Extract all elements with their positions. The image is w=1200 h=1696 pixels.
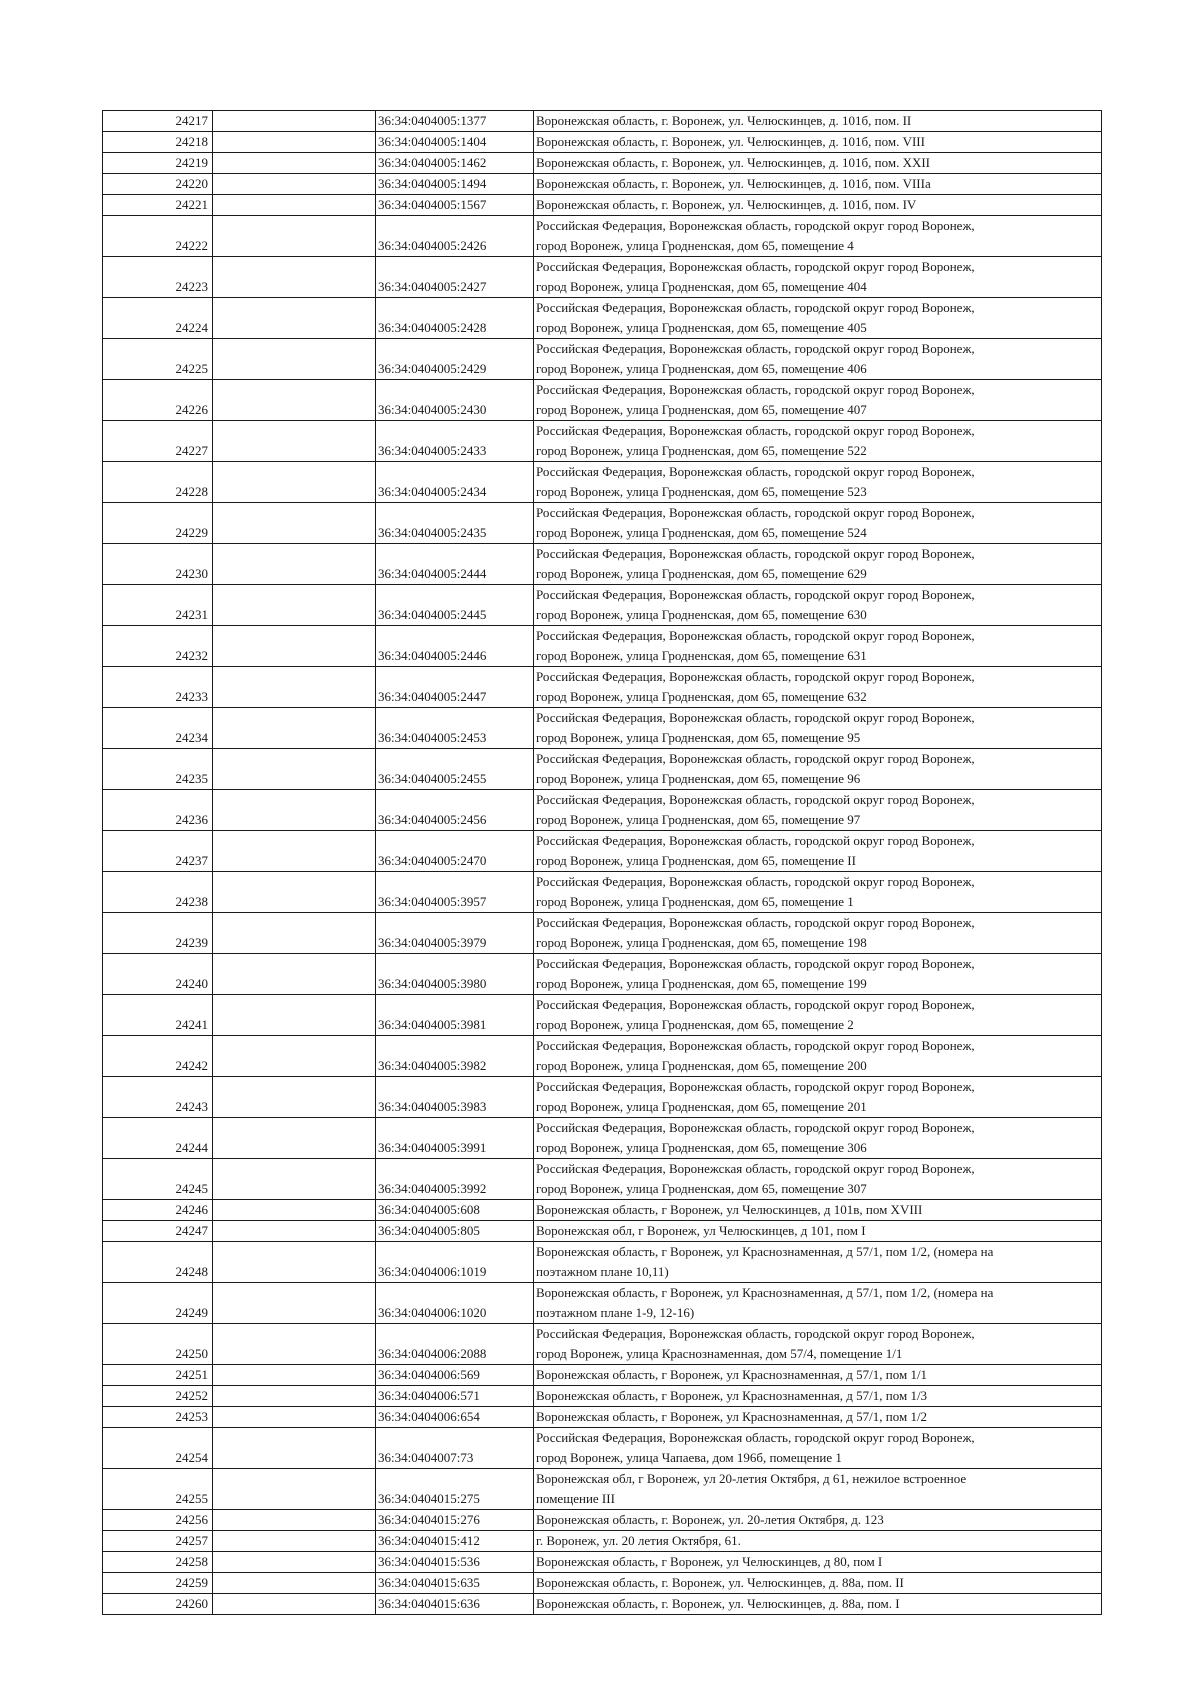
- empty-cell: [213, 667, 376, 708]
- address: Российская Федерация, Воронежская область, городской округ город Воронеж, город Воронеж, улица Гродненская, дом 65, помещение 629: [534, 544, 1102, 585]
- empty-cell: [213, 913, 376, 954]
- address: Воронежская область, г Воронеж, ул Краснознаменная, д 57/1, пом 1/3: [534, 1386, 1102, 1407]
- table-row: [103, 995, 1102, 1036]
- row-number: 24246: [103, 1200, 213, 1221]
- address: Российская Федерация, Воронежская область, городской округ город Воронеж, город Воронеж, улица Гродненская, дом 65, помещение 2: [534, 995, 1102, 1036]
- row-number: 24234: [103, 708, 213, 749]
- empty-cell: [213, 585, 376, 626]
- row-number: 24236: [103, 790, 213, 831]
- address: Российская Федерация, Воронежская область, городской округ город Воронеж, город Воронеж, улица Гродненская, дом 65, помещение 198: [534, 913, 1102, 954]
- empty-cell: [213, 1036, 376, 1077]
- row-number: 24221: [103, 195, 213, 216]
- row-number: 24219: [103, 153, 213, 174]
- empty-cell: [213, 1118, 376, 1159]
- cadastral-number: 36:34:0404005:2435: [376, 503, 534, 544]
- table-row: [103, 339, 1102, 380]
- row-number: 24250: [103, 1324, 213, 1365]
- address: Российская Федерация, Воронежская область, городской округ город Воронеж, город Воронеж, улица Краснознаменная, дом 57/4, помещение 1/1: [534, 1324, 1102, 1365]
- empty-cell: [213, 1573, 376, 1594]
- row-number: 24218: [103, 132, 213, 153]
- address: Воронежская область, г. Воронеж, ул. Челюскинцев, д. 88а, пом. I: [534, 1594, 1102, 1615]
- row-number: 24232: [103, 626, 213, 667]
- cadastral-number: 36:34:0404005:2434: [376, 462, 534, 503]
- table-row: [103, 1552, 1102, 1573]
- cadastral-number: 36:34:0404005:1462: [376, 153, 534, 174]
- row-number: 24251: [103, 1365, 213, 1386]
- cadastral-number: 36:34:0404015:636: [376, 1594, 534, 1615]
- address: Российская Федерация, Воронежская область, городской округ город Воронеж, город Воронеж, улица Гродненская, дом 65, помещение 631: [534, 626, 1102, 667]
- row-number: 24217: [103, 111, 213, 132]
- cadastral-number: 36:34:0404007:73: [376, 1428, 534, 1469]
- cadastral-number: 36:34:0404015:276: [376, 1510, 534, 1531]
- address: Российская Федерация, Воронежская область, городской округ город Воронеж, город Воронеж, улица Гродненская, дом 65, помещение 96: [534, 749, 1102, 790]
- table-row: [103, 1469, 1102, 1510]
- empty-cell: [213, 1594, 376, 1615]
- table-row: [103, 1531, 1102, 1552]
- empty-cell: [213, 195, 376, 216]
- cadastral-number: 36:34:0404005:805: [376, 1221, 534, 1242]
- address: Российская Федерация, Воронежская область, городской округ город Воронеж, город Воронеж, улица Гродненская, дом 65, помещение 405: [534, 298, 1102, 339]
- empty-cell: [213, 954, 376, 995]
- cadastral-number: 36:34:0404005:2426: [376, 216, 534, 257]
- table-row: [103, 1407, 1102, 1428]
- address: Воронежская область, г Воронеж, ул Челюскинцев, д 80, пом I: [534, 1552, 1102, 1573]
- row-number: 24223: [103, 257, 213, 298]
- empty-cell: [213, 708, 376, 749]
- row-number: 24256: [103, 1510, 213, 1531]
- address: Российская Федерация, Воронежская область, городской округ город Воронеж, город Воронеж, улица Гродненская, дом 65, помещение 632: [534, 667, 1102, 708]
- empty-cell: [213, 174, 376, 195]
- table-row: [103, 913, 1102, 954]
- table-row: [103, 585, 1102, 626]
- table-row: [103, 1510, 1102, 1531]
- row-number: 24249: [103, 1283, 213, 1324]
- row-number: 24228: [103, 462, 213, 503]
- row-number: 24242: [103, 1036, 213, 1077]
- empty-cell: [213, 1159, 376, 1200]
- table-row: [103, 1118, 1102, 1159]
- empty-cell: [213, 1428, 376, 1469]
- cadastral-number: 36:34:0404005:3982: [376, 1036, 534, 1077]
- cadastral-number: 36:34:0404005:1567: [376, 195, 534, 216]
- cadastral-number: 36:34:0404005:2445: [376, 585, 534, 626]
- cadastral-number: 36:34:0404005:2446: [376, 626, 534, 667]
- table-row: [103, 111, 1102, 132]
- empty-cell: [213, 1242, 376, 1283]
- empty-cell: [213, 111, 376, 132]
- cadastral-number: 36:34:0404005:2447: [376, 667, 534, 708]
- row-number: 24224: [103, 298, 213, 339]
- cadastral-number: 36:34:0404015:536: [376, 1552, 534, 1573]
- row-number: 24235: [103, 749, 213, 790]
- cadastral-number: 36:34:0404006:1020: [376, 1283, 534, 1324]
- address: Воронежская область, г. Воронеж, ул. Челюскинцев, д. 101б, пом. VIII: [534, 132, 1102, 153]
- empty-cell: [213, 257, 376, 298]
- empty-cell: [213, 1407, 376, 1428]
- empty-cell: [213, 421, 376, 462]
- address: Российская Федерация, Воронежская область, городской округ город Воронеж, город Воронеж, улица Гродненская, дом 65, помещение 306: [534, 1118, 1102, 1159]
- registry-table: [102, 110, 1102, 1615]
- address: Российская Федерация, Воронежская область, городской округ город Воронеж, город Воронеж, улица Гродненская, дом 65, помещение 630: [534, 585, 1102, 626]
- cadastral-number: 36:34:0404005:1404: [376, 132, 534, 153]
- empty-cell: [213, 1283, 376, 1324]
- cadastral-number: 36:34:0404006:2088: [376, 1324, 534, 1365]
- row-number: 24231: [103, 585, 213, 626]
- address: Воронежская область, г Воронеж, ул Челюскинцев, д 101в, пом XVIII: [534, 1200, 1102, 1221]
- cadastral-number: 36:34:0404005:3980: [376, 954, 534, 995]
- table-row: [103, 380, 1102, 421]
- address: Российская Федерация, Воронежская область, городской округ город Воронеж, город Воронеж, улица Гродненская, дом 65, помещение 406: [534, 339, 1102, 380]
- table-row: [103, 1386, 1102, 1407]
- cadastral-number: 36:34:0404005:608: [376, 1200, 534, 1221]
- empty-cell: [213, 995, 376, 1036]
- address: Российская Федерация, Воронежская область, городской округ город Воронеж, город Воронеж, улица Гродненская, дом 65, помещение 524: [534, 503, 1102, 544]
- empty-cell: [213, 1531, 376, 1552]
- row-number: 24227: [103, 421, 213, 462]
- empty-cell: [213, 1386, 376, 1407]
- empty-cell: [213, 1077, 376, 1118]
- address: Воронежская область, г Воронеж, ул Краснознаменная, д 57/1, пом 1/2, (номера на поэтажном плане 1-9, 12-16): [534, 1283, 1102, 1324]
- row-number: 24248: [103, 1242, 213, 1283]
- table-row: [103, 257, 1102, 298]
- table-row: [103, 1573, 1102, 1594]
- table-row: [103, 503, 1102, 544]
- table-row: [103, 1428, 1102, 1469]
- table-row: [103, 153, 1102, 174]
- table-row: [103, 1242, 1102, 1283]
- address: Воронежская область, г. Воронеж, ул. Челюскинцев, д. 101б, пом. VIIIa: [534, 174, 1102, 195]
- table-row: [103, 1036, 1102, 1077]
- address: г. Воронеж, ул. 20 летия Октября, 61.: [534, 1531, 1102, 1552]
- cadastral-number: 36:34:0404005:1377: [376, 111, 534, 132]
- cadastral-number: 36:34:0404005:2455: [376, 749, 534, 790]
- row-number: 24230: [103, 544, 213, 585]
- table-row: [103, 132, 1102, 153]
- address: Воронежская область, г. Воронеж, ул. 20-летия Октября, д. 123: [534, 1510, 1102, 1531]
- table-row: [103, 954, 1102, 995]
- row-number: 24226: [103, 380, 213, 421]
- table-row: [103, 749, 1102, 790]
- empty-cell: [213, 831, 376, 872]
- empty-cell: [213, 872, 376, 913]
- empty-cell: [213, 1200, 376, 1221]
- cadastral-number: 36:34:0404006:571: [376, 1386, 534, 1407]
- address: Российская Федерация, Воронежская область, городской округ город Воронеж, город Воронеж, улица Гродненская, дом 65, помещение 201: [534, 1077, 1102, 1118]
- table-row: [103, 1159, 1102, 1200]
- row-number: 24241: [103, 995, 213, 1036]
- address: Российская Федерация, Воронежская область, городской округ город Воронеж, город Воронеж, улица Гродненская, дом 65, помещение 200: [534, 1036, 1102, 1077]
- empty-cell: [213, 339, 376, 380]
- row-number: 24243: [103, 1077, 213, 1118]
- address: Воронежская область, г Воронеж, ул Краснознаменная, д 57/1, пом 1/2, (номера на поэтажном плане 10,11): [534, 1242, 1102, 1283]
- table-row: [103, 1594, 1102, 1615]
- address: Воронежская область, г. Воронеж, ул. Челюскинцев, д. 88а, пом. II: [534, 1573, 1102, 1594]
- empty-cell: [213, 298, 376, 339]
- address: Воронежская область, г. Воронеж, ул. Челюскинцев, д. 101б, пом. XXII: [534, 153, 1102, 174]
- table-row: [103, 421, 1102, 462]
- empty-cell: [213, 462, 376, 503]
- address: Российская Федерация, Воронежская область, городской округ город Воронеж, город Воронеж, улица Чапаева, дом 196б, помещение 1: [534, 1428, 1102, 1469]
- address: Российская Федерация, Воронежская область, городской округ город Воронеж, город Воронеж, улица Гродненская, дом 65, помещение 522: [534, 421, 1102, 462]
- empty-cell: [213, 216, 376, 257]
- row-number: 24220: [103, 174, 213, 195]
- row-number: 24245: [103, 1159, 213, 1200]
- table-row: [103, 298, 1102, 339]
- empty-cell: [213, 380, 376, 421]
- cadastral-number: 36:34:0404005:2433: [376, 421, 534, 462]
- empty-cell: [213, 153, 376, 174]
- table-row: [103, 1077, 1102, 1118]
- empty-cell: [213, 503, 376, 544]
- row-number: 24225: [103, 339, 213, 380]
- empty-cell: [213, 790, 376, 831]
- address: Российская Федерация, Воронежская область, городской округ город Воронеж, город Воронеж, улица Гродненская, дом 65, помещение 1: [534, 872, 1102, 913]
- empty-cell: [213, 544, 376, 585]
- address: Российская Федерация, Воронежская область, городской округ город Воронеж, город Воронеж, улица Гродненская, дом 65, помещение 97: [534, 790, 1102, 831]
- address: Российская Федерация, Воронежская область, городской округ город Воронеж, город Воронеж, улица Гродненская, дом 65, помещение II: [534, 831, 1102, 872]
- row-number: 24237: [103, 831, 213, 872]
- address: Российская Федерация, Воронежская область, городской округ город Воронеж, город Воронеж, улица Гродненская, дом 65, помещение 199: [534, 954, 1102, 995]
- empty-cell: [213, 1365, 376, 1386]
- table-row: [103, 544, 1102, 585]
- registry-body: [103, 111, 1102, 1615]
- cadastral-number: 36:34:0404015:412: [376, 1531, 534, 1552]
- cadastral-number: 36:34:0404006:1019: [376, 1242, 534, 1283]
- cadastral-number: 36:34:0404005:2429: [376, 339, 534, 380]
- empty-cell: [213, 1552, 376, 1573]
- table-row: [103, 462, 1102, 503]
- empty-cell: [213, 1221, 376, 1242]
- address: Воронежская область, г Воронеж, ул Краснознаменная, д 57/1, пом 1/1: [534, 1365, 1102, 1386]
- row-number: 24233: [103, 667, 213, 708]
- row-number: 24222: [103, 216, 213, 257]
- address: Воронежская область, г. Воронеж, ул. Челюскинцев, д. 101б, пом. IV: [534, 195, 1102, 216]
- address: Российская Федерация, Воронежская область, городской округ город Воронеж, город Воронеж, улица Гродненская, дом 65, помещение 523: [534, 462, 1102, 503]
- address: Российская Федерация, Воронежская область, городской округ город Воронеж, город Воронеж, улица Гродненская, дом 65, помещение 4: [534, 216, 1102, 257]
- cadastral-number: 36:34:0404005:3979: [376, 913, 534, 954]
- cadastral-number: 36:34:0404005:2444: [376, 544, 534, 585]
- row-number: 24260: [103, 1594, 213, 1615]
- empty-cell: [213, 1510, 376, 1531]
- empty-cell: [213, 626, 376, 667]
- cadastral-number: 36:34:0404015:635: [376, 1573, 534, 1594]
- empty-cell: [213, 749, 376, 790]
- cadastral-number: 36:34:0404006:569: [376, 1365, 534, 1386]
- address: Воронежская обл, г Воронеж, ул 20-летия Октября, д 61, нежилое встроенное помещение III: [534, 1469, 1102, 1510]
- address: Российская Федерация, Воронежская область, городской округ город Воронеж, город Воронеж, улица Гродненская, дом 65, помещение 407: [534, 380, 1102, 421]
- cadastral-number: 36:34:0404006:654: [376, 1407, 534, 1428]
- row-number: 24259: [103, 1573, 213, 1594]
- table-row: [103, 195, 1102, 216]
- cadastral-number: 36:34:0404005:2456: [376, 790, 534, 831]
- table-row: [103, 1283, 1102, 1324]
- cadastral-number: 36:34:0404005:3983: [376, 1077, 534, 1118]
- address: Воронежская обл, г Воронеж, ул Челюскинцев, д 101, пом I: [534, 1221, 1102, 1242]
- cadastral-number: 36:34:0404005:2430: [376, 380, 534, 421]
- cadastral-number: 36:34:0404005:2428: [376, 298, 534, 339]
- table-row: [103, 626, 1102, 667]
- row-number: 24253: [103, 1407, 213, 1428]
- cadastral-number: 36:34:0404005:1494: [376, 174, 534, 195]
- row-number: 24238: [103, 872, 213, 913]
- row-number: 24258: [103, 1552, 213, 1573]
- empty-cell: [213, 1469, 376, 1510]
- cadastral-number: 36:34:0404005:3981: [376, 995, 534, 1036]
- row-number: 24247: [103, 1221, 213, 1242]
- cadastral-number: 36:34:0404015:275: [376, 1469, 534, 1510]
- cadastral-number: 36:34:0404005:2470: [376, 831, 534, 872]
- table-row: [103, 790, 1102, 831]
- cadastral-number: 36:34:0404005:3992: [376, 1159, 534, 1200]
- address: Воронежская область, г Воронеж, ул Краснознаменная, д 57/1, пом 1/2: [534, 1407, 1102, 1428]
- address: Воронежская область, г. Воронеж, ул. Челюскинцев, д. 101б, пом. II: [534, 111, 1102, 132]
- table-row: [103, 1200, 1102, 1221]
- cadastral-number: 36:34:0404005:2453: [376, 708, 534, 749]
- table-row: [103, 872, 1102, 913]
- row-number: 24240: [103, 954, 213, 995]
- table-row: [103, 708, 1102, 749]
- row-number: 24229: [103, 503, 213, 544]
- row-number: 24244: [103, 1118, 213, 1159]
- cadastral-number: 36:34:0404005:2427: [376, 257, 534, 298]
- empty-cell: [213, 1324, 376, 1365]
- row-number: 24252: [103, 1386, 213, 1407]
- table-row: [103, 831, 1102, 872]
- cadastral-number: 36:34:0404005:3991: [376, 1118, 534, 1159]
- table-row: [103, 1221, 1102, 1242]
- address: Российская Федерация, Воронежская область, городской округ город Воронеж, город Воронеж, улица Гродненская, дом 65, помещение 95: [534, 708, 1102, 749]
- table-row: [103, 1365, 1102, 1386]
- table-row: [103, 1324, 1102, 1365]
- empty-cell: [213, 132, 376, 153]
- table-row: [103, 216, 1102, 257]
- row-number: 24254: [103, 1428, 213, 1469]
- row-number: 24257: [103, 1531, 213, 1552]
- table-row: [103, 174, 1102, 195]
- table-row: [103, 667, 1102, 708]
- address: Российская Федерация, Воронежская область, городской округ город Воронеж, город Воронеж, улица Гродненская, дом 65, помещение 307: [534, 1159, 1102, 1200]
- row-number: 24255: [103, 1469, 213, 1510]
- cadastral-number: 36:34:0404005:3957: [376, 872, 534, 913]
- address: Российская Федерация, Воронежская область, городской округ город Воронеж, город Воронеж, улица Гродненская, дом 65, помещение 404: [534, 257, 1102, 298]
- row-number: 24239: [103, 913, 213, 954]
